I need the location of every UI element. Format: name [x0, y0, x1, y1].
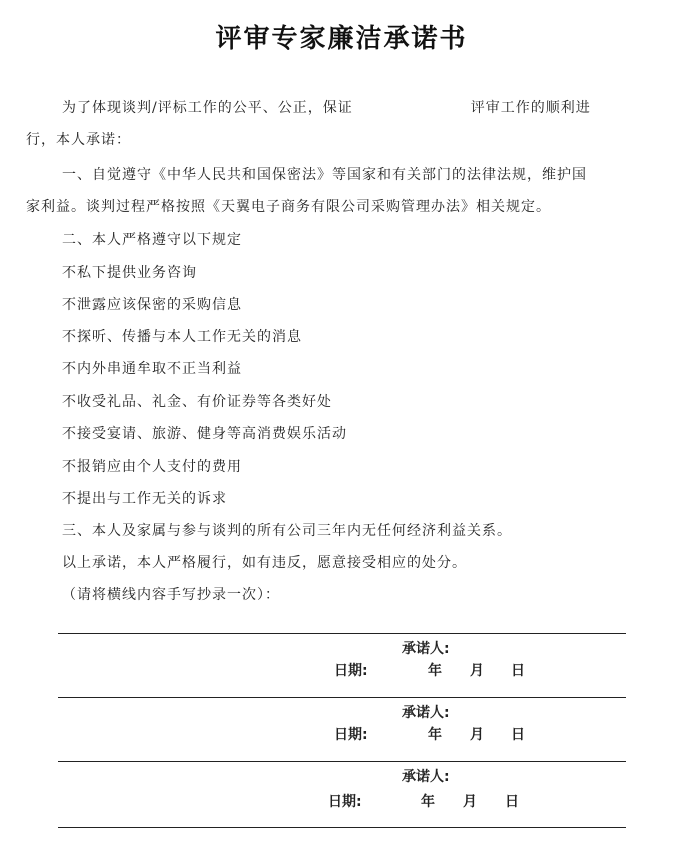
- copy-instruction: （请将横线内容手写抄录一次）：: [62, 587, 280, 603]
- rule-item: 不探听、传播与本人工作无关的消息: [62, 329, 302, 345]
- intro-text-part1: 为了体现谈判/评标工作的公平、公正，保证: [62, 100, 353, 116]
- date-label: 日期:: [334, 663, 368, 679]
- rule-item: 不内外串通牟取不正当利益: [62, 361, 242, 377]
- document-title: 评审专家廉洁承诺书: [215, 24, 468, 54]
- date-month: 月: [470, 663, 484, 679]
- clause3: 三、本人及家属与参与谈判的所有公司三年内无任何经济利益关系。: [62, 523, 512, 539]
- date-label: 日期:: [334, 727, 368, 743]
- copy-line: [58, 827, 626, 828]
- date-year: 年: [421, 794, 435, 810]
- rule-item: 不私下提供业务咨询: [62, 265, 197, 281]
- date-day: 日: [511, 727, 525, 743]
- clause2-heading: 二、本人严格遵守以下规定: [62, 232, 242, 248]
- date-year: 年: [428, 727, 442, 743]
- rule-item: 不报销应由个人支付的费用: [62, 459, 242, 475]
- intro-text-part2: 评审工作的顺利进: [470, 100, 591, 116]
- closing-statement: 以上承诺，本人严格履行，如有违反，愿意接受相应的处分。: [62, 555, 467, 571]
- date-month: 月: [463, 794, 477, 810]
- date-year: 年: [428, 663, 442, 679]
- rule-item: 不接受宴请、旅游、健身等高消费娱乐活动: [62, 426, 347, 442]
- signer-label: 承诺人:: [402, 769, 450, 785]
- copy-line: [58, 761, 626, 762]
- clause1-line-2: 家利益。谈判过程严格按照《天翼电子商务有限公司采购管理办法》相关规定。: [26, 199, 551, 215]
- signer-label: 承诺人:: [402, 705, 450, 721]
- signer-label: 承诺人:: [402, 641, 450, 657]
- intro-line-2: 行，本人承诺：: [26, 132, 131, 148]
- rule-item: 不收受礼品、礼金、有价证券等各类好处: [62, 394, 332, 410]
- date-day: 日: [511, 663, 525, 679]
- date-day: 日: [505, 794, 519, 810]
- date-label: 日期:: [328, 794, 362, 810]
- clause1-line-1: 一、自觉遵守《中华人民共和国保密法》等国家和有关部门的法律法规，维护国: [62, 167, 587, 183]
- intro-line-1: [62, 97, 591, 117]
- copy-line: [58, 633, 626, 634]
- copy-line: [58, 697, 626, 698]
- rule-item: 不泄露应该保密的采购信息: [62, 297, 242, 313]
- rule-item: 不提出与工作无关的诉求: [62, 491, 227, 507]
- date-month: 月: [470, 727, 484, 743]
